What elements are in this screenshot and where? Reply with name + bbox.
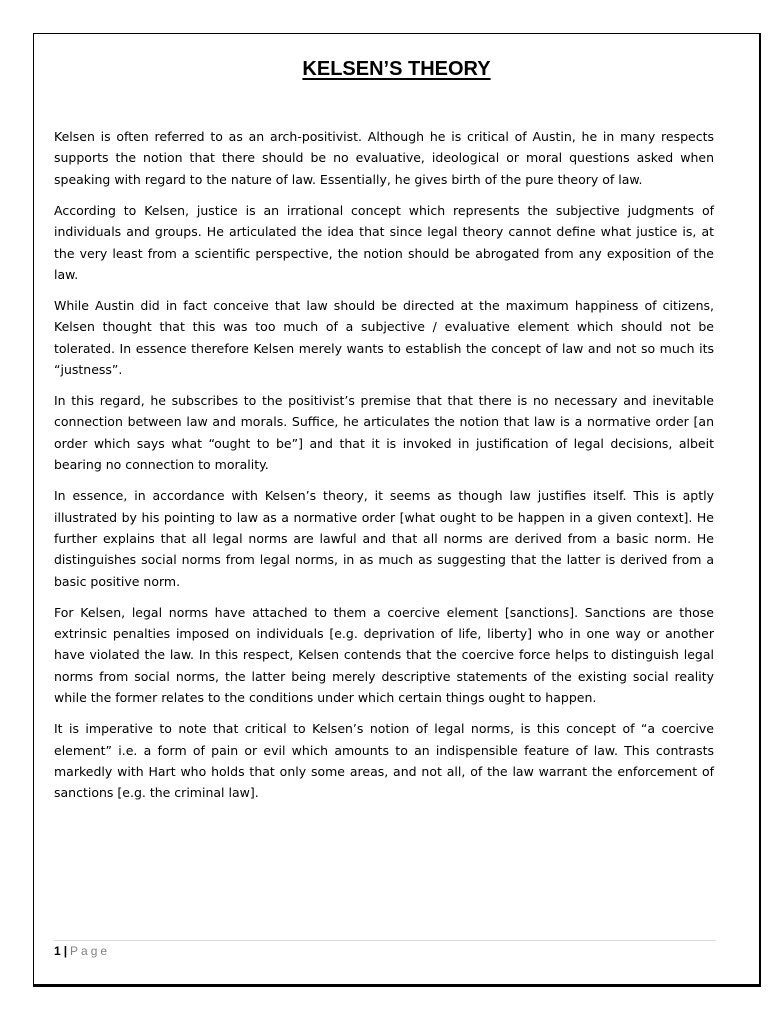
footer-divider (54, 940, 716, 941)
document-body (54, 126, 714, 813)
document-page (33, 33, 761, 987)
paragraph: While Austin did in fact conceive that law should be directed at the maximum happiness of citizens, Kelsen thought that this was too much of a subjective / evaluative element which should not be tolerated. In essence therefore Kelsen merely wants to establish the concept of law and not so much its “justness”. (54, 297, 714, 378)
paragraph: In this regard, he subscribes to the positivist’s premise that that there is no necessary and inevitable connection between law and morals. Suffice, he articulates the notion that law is a normative order [an order which says what “ought to be”] and that it is invoked in justification of legal decisions, albeit bearing no connection to morality. (54, 392, 714, 473)
page-title: KELSEN’S THEORY (302, 58, 491, 80)
paragraph: Kelsen is often referred to as an arch-positivist. Although he is critical of Austin, he in many respects supports the notion that there should be no evaluative, ideological or moral questions asked when speaking with regard to the nature of law. Essentially, he gives birth of the pure theory of law. (54, 129, 714, 187)
footer-separator: | (63, 944, 68, 958)
paragraph: It is imperative to note that critical to Kelsen’s notion of legal norms, is this concept of “a coercive element” i.e. a form of pain or evil which amounts to an indispensible feature of law. This contrasts markedly with Hart who holds that only some areas, and not all, of the law warrant the enforcement of sanctions [e.g. the criminal law]. (54, 721, 714, 801)
page-number: 1 (54, 944, 61, 958)
page-label: Page (70, 944, 111, 958)
paragraph: For Kelsen, legal norms have attached to them a coercive element [sanctions]. Sanctions are those extrinsic penalties imposed on individuals [e.g. deprivation of life, liberty] who in one way or another have violated the law. In this respect, Kelsen contends that the coercive force helps to distinguish legal norms from social norms, the latter being merely descriptive statements of the existing social reality while the former relates to the conditions under which certain things ought to happen. (54, 604, 714, 706)
paragraph: In essence, in accordance with Kelsen’s theory, it seems as though law justifies itself. This is aptly illustrated by his pointing to law as a normative order [what ought to be happen in a given context]. He further explains that all legal norms are lawful and that all norms are derived from a basic norm. He distinguishes social norms from legal norms, in as much as suggesting that the latter is derived from a basic positive norm. (54, 488, 714, 589)
paragraph: According to Kelsen, justice is an irrational concept which represents the subjective judgments of individuals and groups. He articulated the idea that since legal theory cannot define what justice is, at the very least from a scientific perspective, the notion should be abrogated from any exposition of the law. (54, 202, 714, 282)
page-footer (54, 944, 110, 958)
